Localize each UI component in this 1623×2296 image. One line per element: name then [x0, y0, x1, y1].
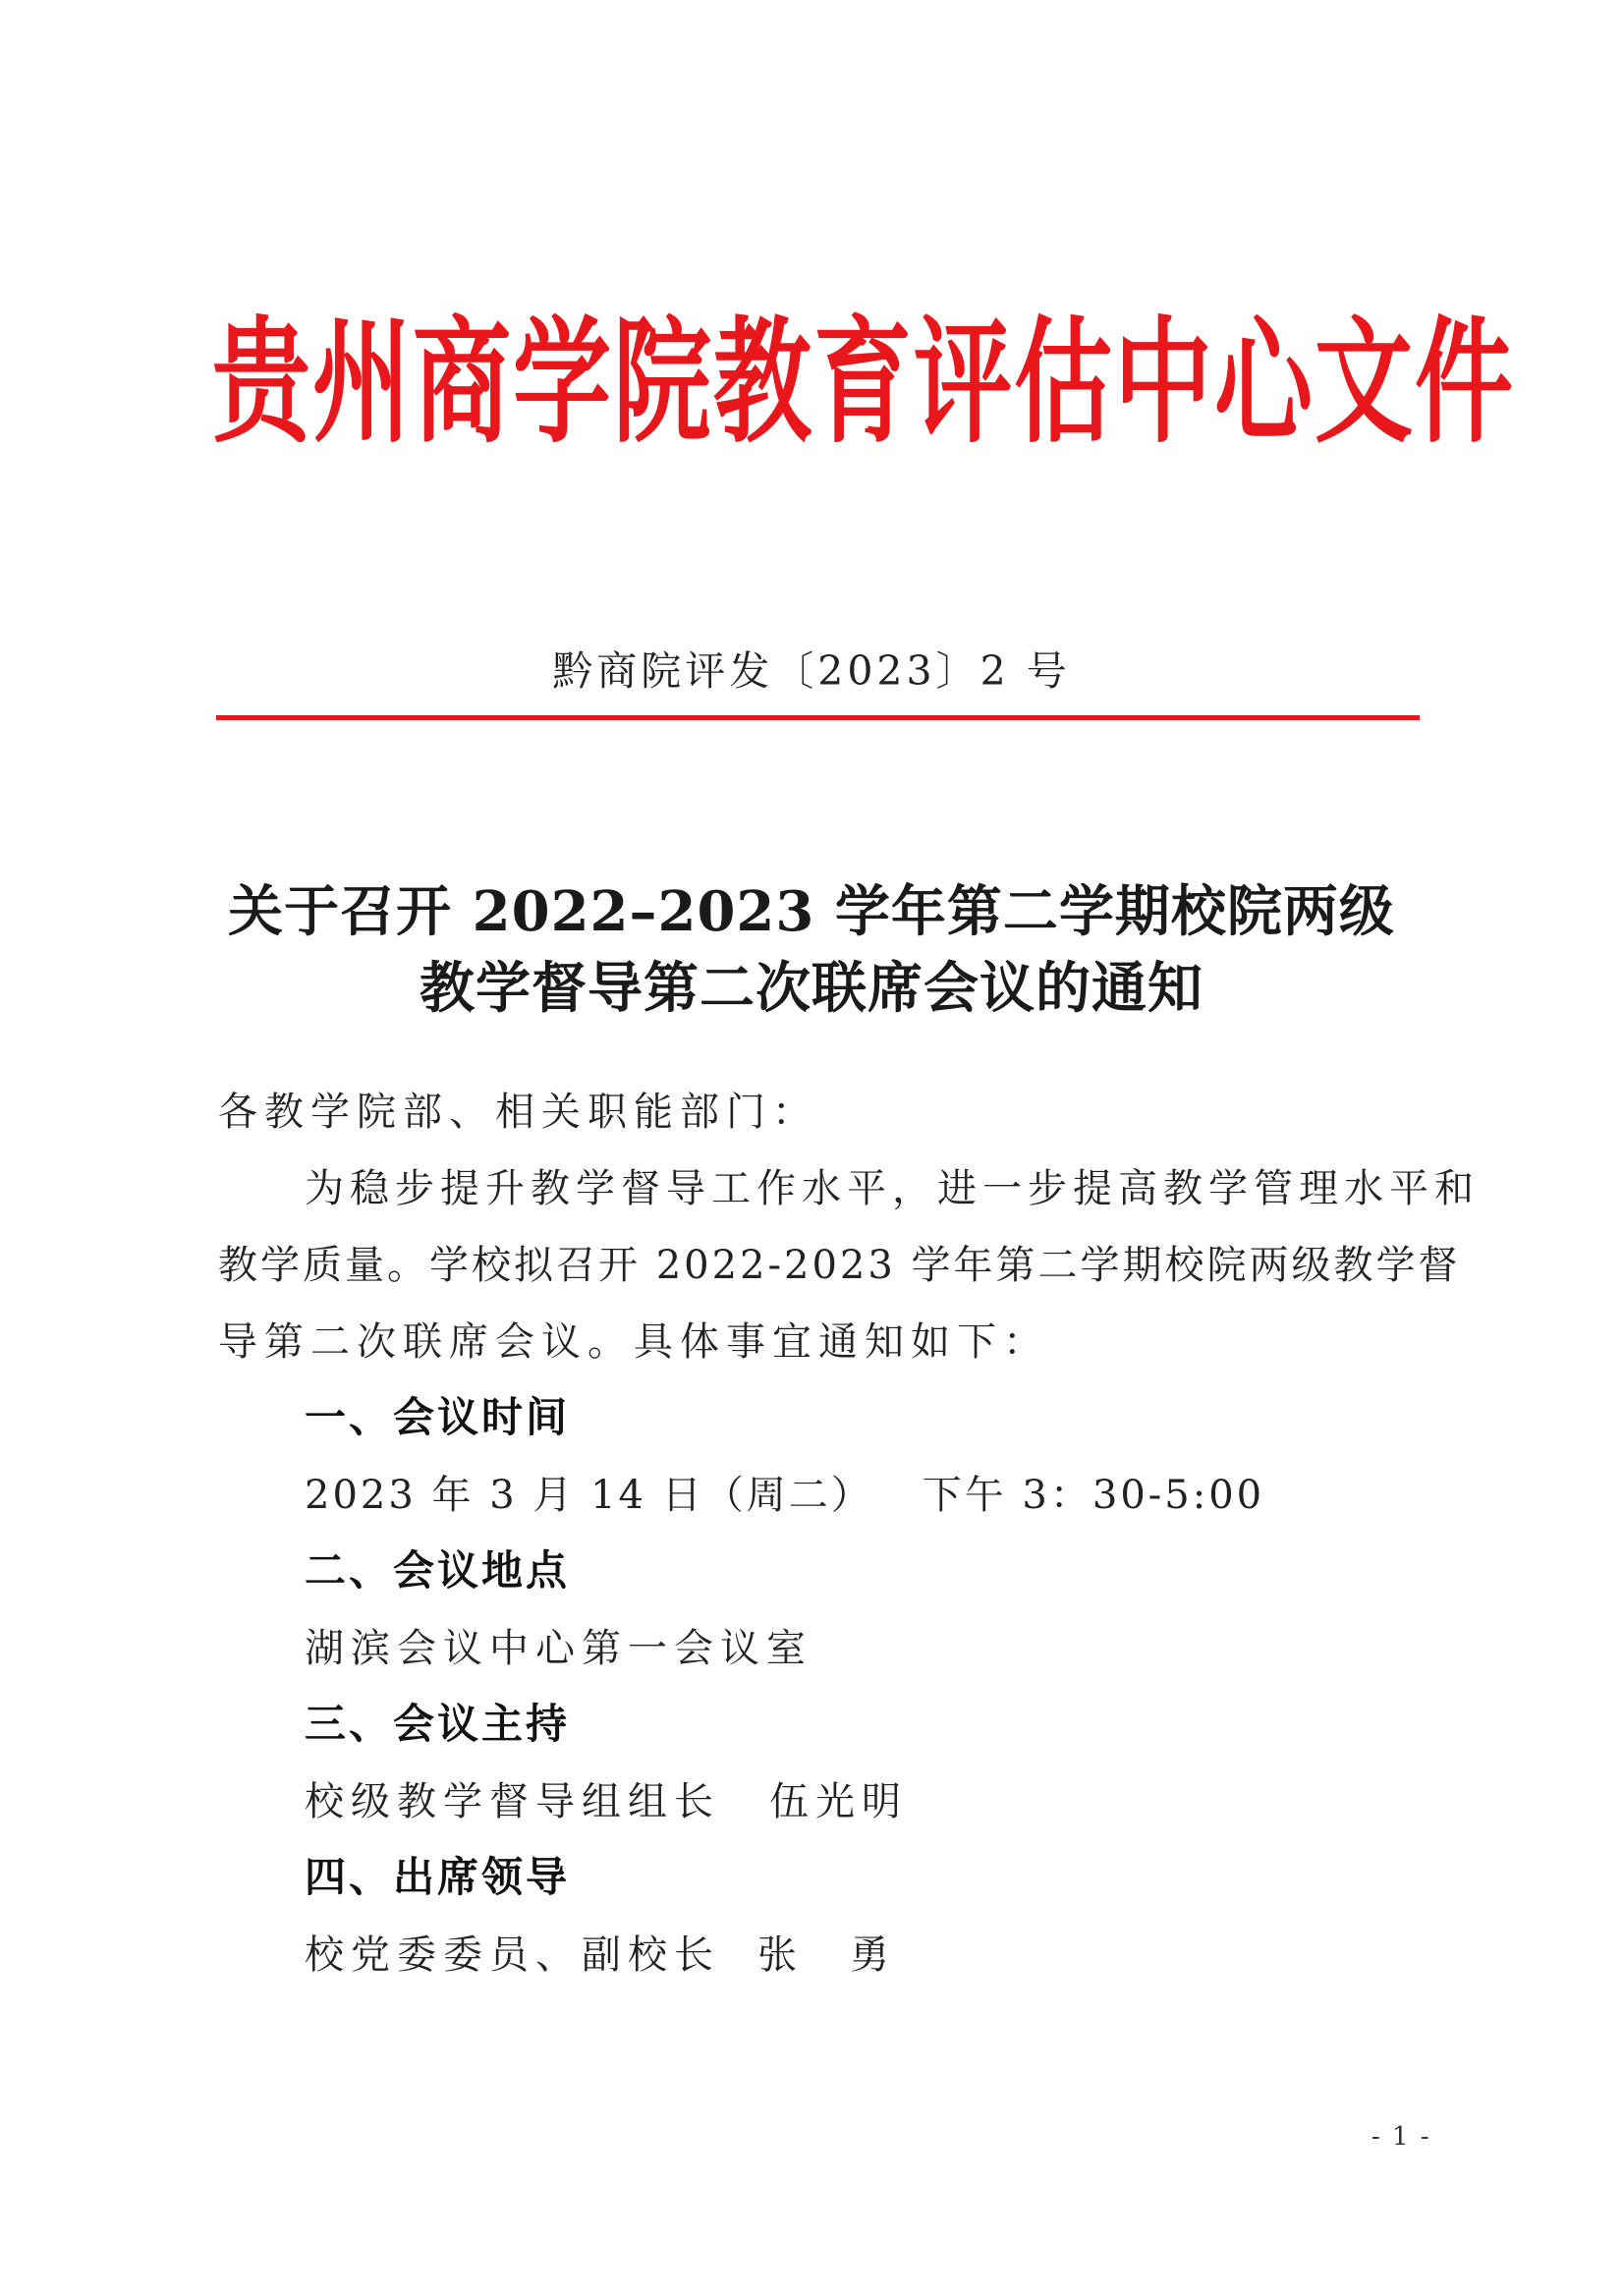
document-number: 黔商院评发〔2023〕2 号 [552, 647, 1071, 695]
org-title: 贵州商学院教育评估中心文件 [212, 303, 1515, 463]
page-number: - 1 - [1371, 2122, 1431, 2152]
host-name: 伍光明 [769, 1779, 908, 1824]
meeting-hours: 下午 3：30-5:00 [922, 1473, 1265, 1518]
paragraph-line-3: 导第二次联席会议。具体事宜通知如下： [218, 1319, 1049, 1365]
leader-role: 校党委委员、副校长 [305, 1932, 720, 1978]
section-heading-time: 一、会议时间 [305, 1393, 571, 1441]
paragraph-line-1: 为稳步提升教学督导工作水平，进一步提高教学管理水平和 [305, 1166, 1480, 1211]
section-heading-leaders: 四、出席领导 [305, 1853, 571, 1901]
meeting-place: 湖滨会议中心第一会议室 [305, 1626, 812, 1671]
meeting-date: 2023 年 3 月 14 日（周二） [305, 1473, 873, 1518]
red-divider-line [216, 715, 1420, 720]
notice-title-line-2: 教学督导第二次联席会议的通知 [420, 956, 1203, 1021]
host-role: 校级教学督导组组长 [305, 1779, 720, 1824]
meeting-host [305, 1770, 908, 1826]
section-heading-place: 二、会议地点 [305, 1546, 571, 1595]
section-heading-host: 三、会议主持 [305, 1700, 571, 1748]
meeting-time [305, 1464, 1264, 1520]
attending-leader [305, 1924, 896, 1980]
leader-name: 张 勇 [757, 1932, 896, 1978]
notice-title-line-1: 关于召开 2022–2023 学年第二学期校院两级 [228, 879, 1395, 944]
salutation: 各教学院部、相关职能部门： [218, 1090, 818, 1135]
paragraph-line-2: 教学质量。学校拟召开 2022-2023 学年第二学期校院两级教学督 [218, 1243, 1461, 1288]
